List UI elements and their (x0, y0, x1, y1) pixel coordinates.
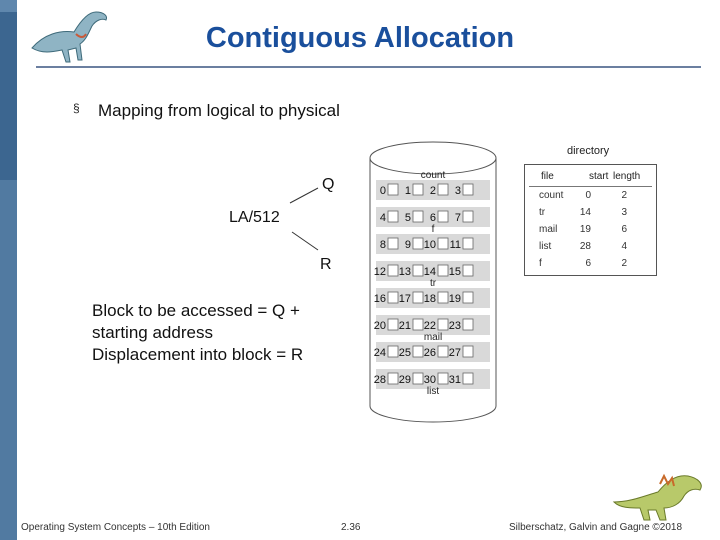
label-la: LA/512 (229, 209, 280, 226)
text-line-3: Displacement into block = R (92, 345, 304, 364)
disk-block-number: 22 (423, 320, 436, 332)
disk-block (438, 292, 448, 303)
disk-block-number: 28 (373, 374, 386, 386)
header-start: start (589, 171, 609, 182)
disk-block (413, 373, 423, 384)
disk-block (438, 319, 448, 330)
directory-start: 19 (579, 224, 591, 235)
directory-header (525, 171, 656, 185)
footer-right: Silberschatz, Galvin and Gagne ©2018 (509, 522, 683, 533)
disk-block (463, 292, 473, 303)
disk-block-number: 25 (398, 347, 411, 359)
directory-length: 3 (621, 207, 627, 218)
disk-block-number: 9 (404, 239, 411, 251)
disk-block-number: 11 (449, 239, 461, 251)
disk-block (463, 184, 473, 195)
directory-length: 2 (621, 190, 627, 201)
disk-block (438, 184, 448, 195)
disk-block (413, 238, 423, 249)
disk-block-number: 4 (379, 212, 386, 224)
disk-block-number: 6 (429, 212, 436, 224)
disk-block-number: 1 (404, 185, 411, 197)
footer-page-number: 2.36 (341, 522, 361, 533)
directory-row (525, 241, 656, 255)
directory-row (525, 258, 656, 272)
disk-block (463, 346, 473, 357)
directory-row (525, 224, 656, 238)
disk-block-number: 12 (373, 266, 386, 278)
directory-file: count (539, 190, 564, 201)
label-r: R (320, 256, 332, 273)
directory-start: 28 (579, 241, 591, 252)
header-file: file (541, 171, 554, 182)
disk-block-number: 20 (373, 320, 386, 332)
disk-block-number: 18 (423, 293, 436, 305)
label-q: Q (322, 176, 335, 193)
directory-file: tr (539, 207, 546, 218)
disk-block-number: 27 (448, 347, 461, 359)
disk-block (463, 319, 473, 330)
directory-table (524, 164, 657, 276)
disk-block (388, 373, 398, 384)
disk-block-number: 2 (429, 185, 436, 197)
directory-row (525, 190, 656, 204)
disk-block (388, 238, 398, 249)
disk-block-number: 24 (373, 347, 386, 359)
disk-block (438, 373, 448, 384)
directory-length: 6 (621, 224, 627, 235)
disk-block (413, 292, 423, 303)
disk-block (463, 211, 473, 222)
disk-block (438, 211, 448, 222)
page-title: Contiguous Allocation (205, 22, 515, 54)
disk-block (388, 346, 398, 357)
directory-row (525, 207, 656, 221)
disk-block (388, 292, 398, 303)
disk-block-number: 7 (454, 212, 461, 224)
disk-block (438, 265, 448, 276)
disk-block (413, 319, 423, 330)
disk-block (413, 346, 423, 357)
directory-file: f (539, 258, 542, 269)
disk-block-number: 31 (448, 374, 461, 386)
directory-file: mail (539, 224, 558, 235)
disk-block (388, 211, 398, 222)
disk-block-number: 16 (373, 293, 386, 305)
explanation-text (92, 300, 303, 366)
disk-block-number: 23 (448, 320, 461, 332)
disk-block-number: 30 (423, 374, 436, 386)
disk-block-number: 29 (398, 374, 411, 386)
directory-length: 4 (621, 241, 627, 252)
disk-block (413, 184, 423, 195)
disk-block (438, 346, 448, 357)
header-divider (529, 186, 652, 187)
text-line-1: Block to be accessed = Q + (92, 301, 300, 320)
disk-block (388, 265, 398, 276)
disk-file-label: f (431, 224, 435, 235)
bullet-marker: § (73, 101, 80, 115)
disk-block (413, 211, 423, 222)
disk-block-number: 19 (448, 293, 461, 305)
disk-block (438, 238, 448, 249)
disk-block-number: 0 (379, 185, 386, 197)
disk-block (463, 265, 473, 276)
disk-diagram (366, 138, 500, 426)
footer-left: Operating System Concepts – 10th Edition (21, 522, 210, 533)
disk-block (413, 265, 423, 276)
directory-caption: directory (567, 145, 610, 157)
directory-start: 0 (585, 190, 591, 201)
disk-file-label: mail (423, 332, 443, 343)
disk-block (463, 373, 473, 384)
bullet-text: Mapping from logical to physical (98, 101, 340, 120)
directory-file: list (539, 241, 552, 252)
directory-start: 14 (579, 207, 591, 218)
disk-block-number: 10 (423, 239, 436, 251)
disk-file-label: count (420, 170, 446, 181)
disk-block-number: 14 (423, 266, 436, 278)
text-line-2: starting address (92, 323, 213, 342)
disk-block-number: 17 (398, 293, 411, 305)
header-length: length (613, 171, 641, 182)
disk-block (388, 184, 398, 195)
disk-block-number: 21 (398, 320, 411, 332)
disk-block (463, 238, 473, 249)
disk-block-number: 5 (404, 212, 411, 224)
disk-file-label: tr (429, 278, 437, 289)
disk-block-number: 15 (448, 266, 461, 278)
directory-length: 2 (621, 258, 627, 269)
disk-block-number: 3 (454, 185, 461, 197)
directory-start: 6 (585, 258, 591, 269)
disk-block-number: 26 (423, 347, 436, 359)
disk-block-number: 13 (398, 266, 411, 278)
disk-block-number: 8 (379, 239, 386, 251)
disk-block (388, 319, 398, 330)
disk-file-label: list (426, 386, 440, 397)
